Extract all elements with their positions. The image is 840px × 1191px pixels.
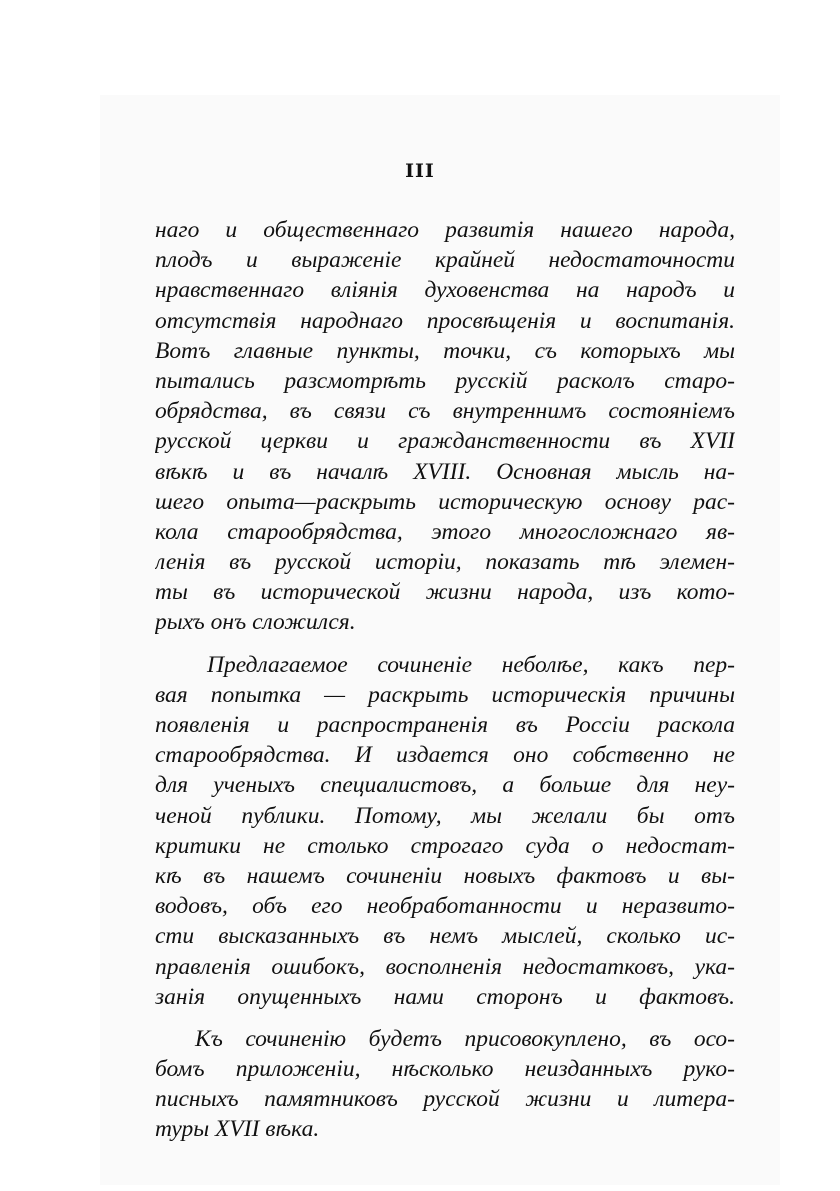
text-line: вая попытка — раскрыть историческія причины bbox=[155, 681, 735, 708]
text-line: отсутствія народнаго просвѣщенія и воспитанія. bbox=[155, 307, 735, 334]
text-line: нравственнаго вліянія духовенства на народъ и bbox=[155, 277, 735, 304]
text-line: Къ сочиненію будетъ присовокуплено, въ осо- bbox=[195, 1025, 735, 1052]
paragraph-3 bbox=[155, 1024, 735, 1145]
text-line: обрядства, въ связи съ внутреннимъ состояніемъ bbox=[155, 398, 735, 425]
text-line: Предлагаемое сочиненіе неболѣе, какъ пер- bbox=[207, 651, 735, 678]
text-line: правленія ошибокъ, восполненія недостатковъ, ука- bbox=[155, 953, 735, 980]
page-number: III bbox=[405, 160, 435, 182]
text-line: пытались разсмотрѣть русскій расколъ старо- bbox=[155, 367, 735, 394]
text-line: кола старообрядства, этого многосложнаго яв- bbox=[155, 518, 735, 545]
paragraph-1 bbox=[155, 215, 735, 638]
text-line: плодъ и выраженіе крайней недостаточности bbox=[155, 247, 735, 274]
text-line: русской церкви и гражданственности въ XVII bbox=[155, 428, 735, 455]
text-line: занія опущенныхъ нами сторонъ и фактовъ. bbox=[155, 983, 735, 1010]
page-text bbox=[155, 215, 735, 1145]
text-line: для ученыхъ специалистовъ, а больше для неу- bbox=[155, 772, 735, 799]
text-line: писныхъ памятниковъ русской жизни и литера- bbox=[155, 1086, 735, 1113]
text-line: ленія въ русской исторіи, показать тѣ элемен- bbox=[155, 549, 735, 576]
text-line: ченой публики. Потому, мы желали бы отъ bbox=[155, 802, 735, 829]
text-line: водовъ, объ его необработанности и неразвито- bbox=[155, 893, 735, 920]
text-line: туры XVII вѣка. bbox=[155, 1116, 320, 1143]
text-line: ты въ исторической жизни народа, изъ кото- bbox=[155, 579, 735, 606]
text-line: наго и общественнаго развитія нашего народа, bbox=[155, 217, 735, 243]
text-line: кѣ въ нашемъ сочиненіи новыхъ фактовъ и вы- bbox=[155, 862, 735, 889]
paragraph-2 bbox=[155, 650, 735, 1012]
text-line: критики не столько строгаго суда о недостат- bbox=[155, 832, 735, 859]
text-line: старообрядства. И издается оно собственно не bbox=[155, 742, 735, 769]
text-line: Вотъ главные пункты, точки, съ которыхъ мы bbox=[155, 337, 735, 364]
text-line: сти высказанныхъ въ немъ мыслей, сколько ис- bbox=[155, 923, 735, 950]
text-line: рыхъ онъ сложился. bbox=[155, 609, 356, 636]
text-line: шего опыта—раскрыть историческую основу рас- bbox=[155, 488, 735, 515]
text-line: вѣкѣ и въ началѣ XVIII. Основная мысль на- bbox=[155, 458, 735, 485]
text-line: появленія и распространенія въ Россіи раскола bbox=[155, 712, 735, 738]
text-line: бомъ приложеніи, нѣсколько неизданныхъ руко- bbox=[155, 1056, 735, 1083]
